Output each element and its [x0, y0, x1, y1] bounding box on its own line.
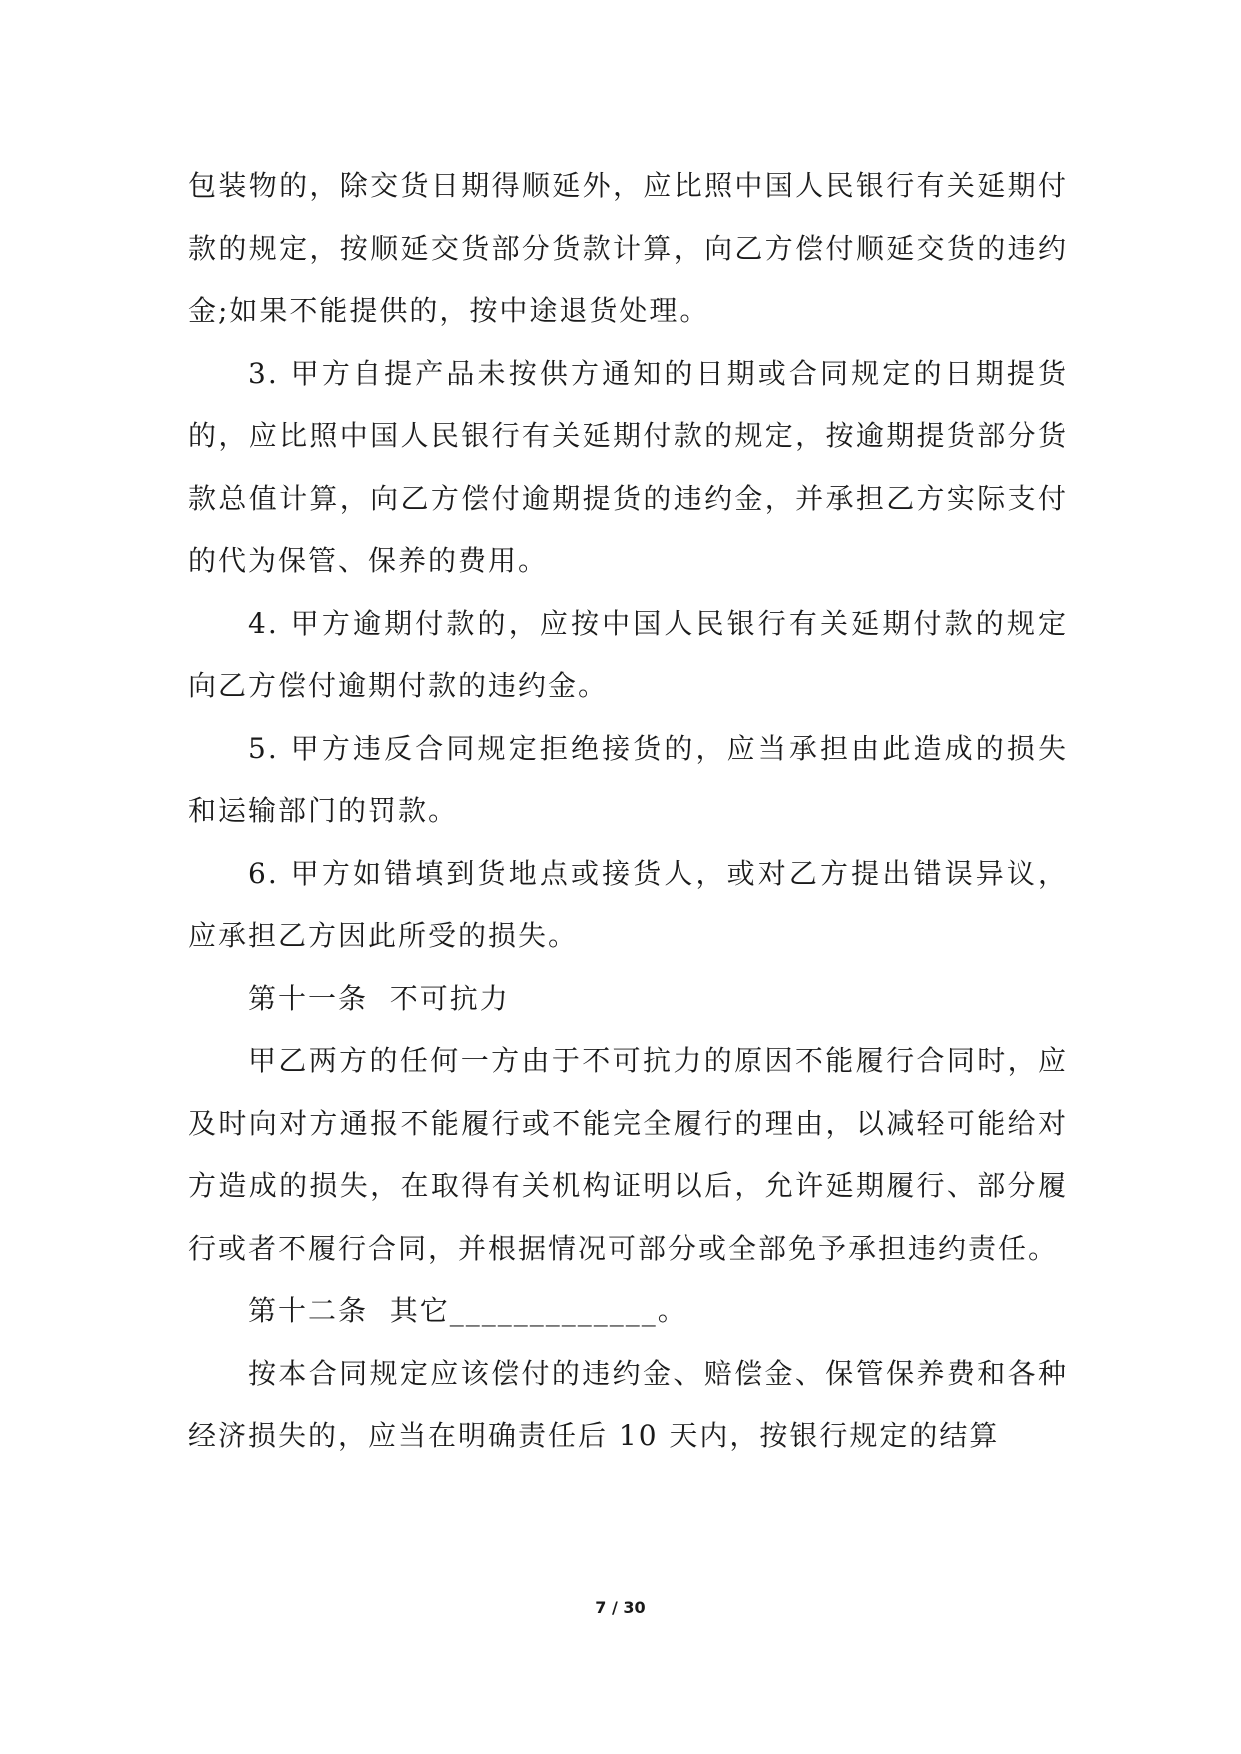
- clause-item-4: 4. 甲方逾期付款的，应按中国人民银行有关延期付款的规定向乙方偿付逾期付款的违约金。: [188, 606, 1068, 702]
- document-body: [188, 155, 1068, 1468]
- article-12-heading: 第十二条 其它_____________。: [248, 1294, 688, 1327]
- clause-item-3: 3. 甲方自提产品未按供方通知的日期或合同规定的日期提货的，应比照中国人民银行有关延期付款的规定，按逾期提货部分货款总值计算，向乙方偿付逾期提货的违约金，并承担乙方实际支付的代为保管、保养的费用。: [188, 356, 1068, 577]
- clause-item-6: 6. 甲方如错填到货地点或接货人，或对乙方提出错误异议，应承担乙方因此所受的损失。: [188, 856, 1068, 952]
- clause-item-5: 5. 甲方违反合同规定拒绝接货的，应当承担由此造成的损失和运输部门的罚款。: [188, 731, 1068, 827]
- article-11-body: 甲乙两方的任何一方由于不可抗力的原因不能履行合同时，应及时向对方通报不能履行或不能完全履行的理由，以减轻可能给对方造成的损失，在取得有关机构证明以后，允许延期履行、部分履行或者不履行合同，并根据情况可部分或全部免予承担违约责任。: [188, 1044, 1068, 1265]
- paragraph-continuation: 包装物的，除交货日期得顺延外，应比照中国人民银行有关延期付款的规定，按顺延交货部分货款计算，向乙方偿付顺延交货的违约金;如果不能提供的，按中途退货处理。: [188, 169, 1068, 327]
- article-11-heading: 第十一条 不可抗力: [248, 981, 510, 1015]
- payment-clause: 按本合同规定应该偿付的违约金、赔偿金、保管保养费和各种经济损失的，应当在明确责任后 10 天内，按银行规定的结算: [188, 1356, 1068, 1452]
- page-number: 7 / 30: [595, 1598, 646, 1617]
